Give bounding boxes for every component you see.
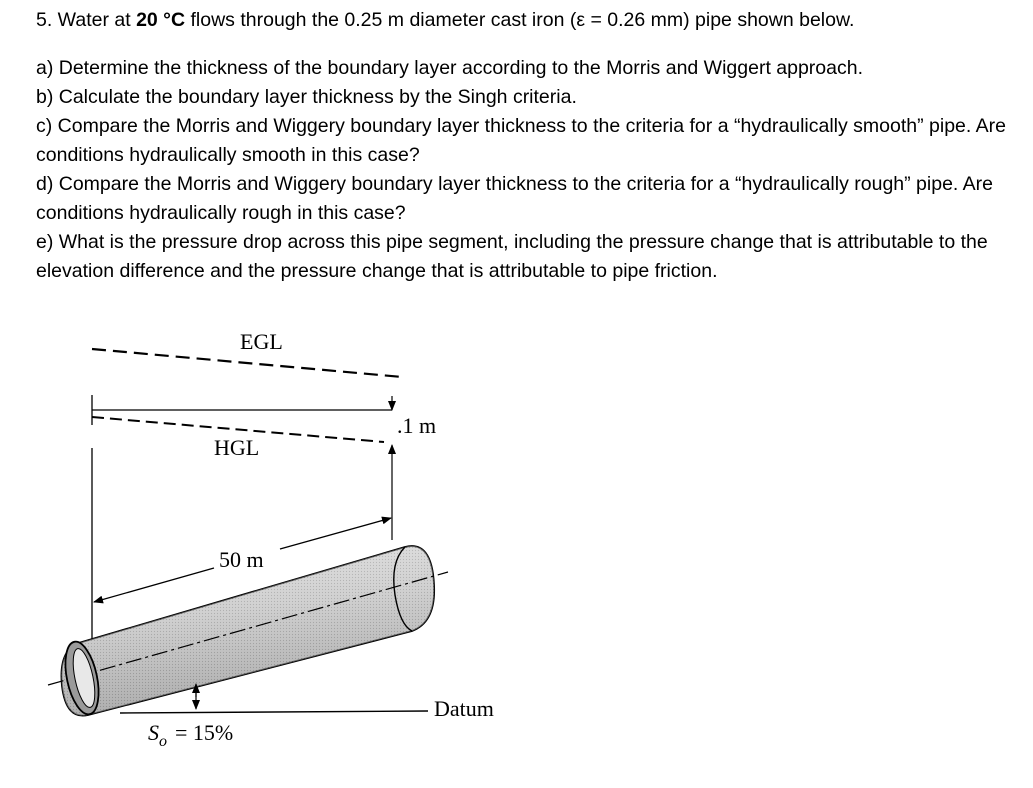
slope-label	[148, 720, 233, 750]
problem-text	[36, 6, 1016, 286]
pipe-diagram-svg	[0, 300, 560, 770]
pipe-diagram	[0, 300, 560, 770]
slope-value: = 15%	[175, 720, 234, 745]
part-e: e) What is the pressure drop across this pipe segment, including the pressure change that is attributable to the elevation difference and the pressure change that is attributable to pipe friction.	[36, 231, 988, 282]
slope-symbol: S	[148, 720, 159, 745]
problem-number: 5.	[36, 9, 53, 31]
head-loss-label: .1 m	[397, 413, 437, 438]
temperature-value: 20 °C	[136, 9, 186, 31]
part-b: b) Calculate the boundary layer thickness by the Singh criteria.	[36, 86, 577, 108]
problem-statement: 5. Water at 20 °C flows through the 0.25 m diameter cast iron (ε = 0.26 mm) pipe shown below.	[36, 9, 855, 31]
part-a: a) Determine the thickness of the boundary layer according to the Morris and Wiggert approach.	[36, 57, 864, 79]
datum-label: Datum	[434, 696, 494, 721]
part-c: c) Compare the Morris and Wiggery boundary layer thickness to the criteria for a “hydraulically smooth” pipe. Are conditions hydraulically smooth in this case?	[36, 115, 1006, 166]
datum-line	[120, 711, 428, 713]
length-dimension-line-left	[94, 568, 214, 602]
egl-label: EGL	[240, 329, 283, 354]
part-d: d) Compare the Morris and Wiggery boundary layer thickness to the criteria for a “hydraulically rough” pipe. Are conditions hydraulically rough in this case?	[36, 173, 994, 224]
length-label: 50 m	[219, 547, 264, 572]
hgl-label: HGL	[214, 435, 260, 460]
slope-subscript: o	[159, 733, 167, 750]
length-dimension-line-right	[280, 518, 391, 549]
